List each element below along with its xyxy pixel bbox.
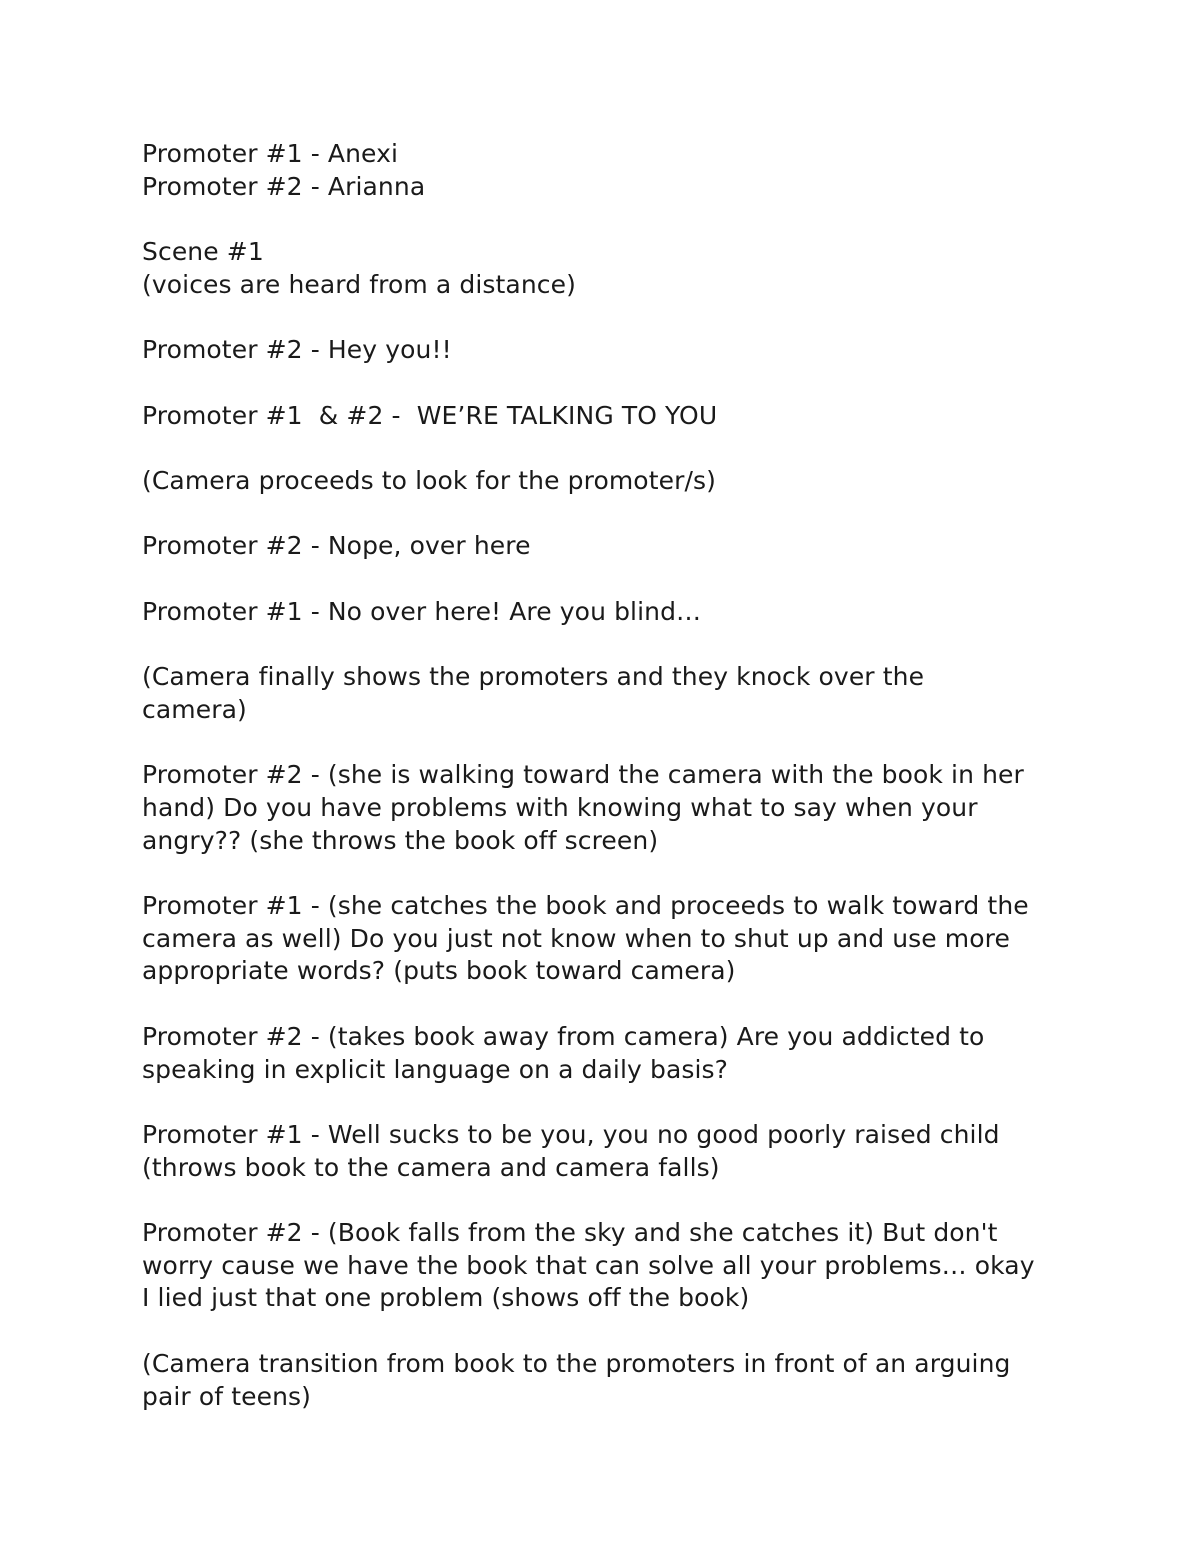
script-line: Promoter #2 - Nope, over here <box>142 531 531 561</box>
script-paragraph <box>142 596 1072 629</box>
script-line: (throws book to the camera and camera falls) <box>142 1152 720 1182</box>
script-line: (Camera finally shows the promoters and they knock over the <box>142 662 925 692</box>
script-paragraph <box>142 1119 1072 1184</box>
script-line: Promoter #2 - (takes book away from camera) Are you addicted to <box>142 1021 985 1051</box>
script-line: angry?? (she throws the book off screen) <box>142 825 659 855</box>
script-paragraph <box>142 465 1072 498</box>
script-text <box>142 138 1072 1413</box>
script-paragraph <box>142 1217 1072 1315</box>
cast-line: Promoter #1 - Anexi <box>142 139 399 168</box>
script-line: (Camera transition from book to the promoters in front of an arguing <box>142 1348 1011 1378</box>
script-line: Promoter #2 - (she is walking toward the camera with the book in her <box>142 760 1024 790</box>
script-paragraph <box>142 759 1072 857</box>
script-line: Promoter #1 - (she catches the book and proceeds to walk toward the <box>142 891 1029 921</box>
script-paragraph <box>142 1348 1072 1413</box>
script-line: (Camera proceeds to look for the promoter/s) <box>142 465 716 495</box>
scene-heading: Scene #1 <box>142 237 264 267</box>
script-line: Promoter #1 & #2 - WE’RE TALKING TO YOU <box>142 400 718 430</box>
scene-direction: (voices are heard from a distance) <box>142 269 576 299</box>
script-line: speaking in explicit language on a daily basis? <box>142 1054 729 1084</box>
script-paragraph <box>142 890 1072 988</box>
script-line: camera as well) Do you just not know when to shut up and use more <box>142 923 1010 953</box>
script-line: Promoter #2 - Hey you!! <box>142 335 452 365</box>
cast-list <box>142 138 1072 203</box>
script-line: hand) Do you have problems with knowing what to say when your <box>142 792 978 822</box>
cast-line: Promoter #2 - Arianna <box>142 171 426 201</box>
script-paragraph <box>142 400 1072 433</box>
scene-header <box>142 236 1072 301</box>
script-line: worry cause we have the book that can solve all your problems… okay <box>142 1250 1035 1280</box>
script-paragraph <box>142 530 1072 563</box>
script-line: camera) <box>142 694 247 724</box>
script-line: I lied just that one problem (shows off the book) <box>142 1283 750 1313</box>
script-line: Promoter #1 - Well sucks to be you, you no good poorly raised child <box>142 1119 1000 1149</box>
script-line: Promoter #1 - No over here! Are you blind… <box>142 596 702 626</box>
script-paragraph <box>142 661 1072 726</box>
script-line: Promoter #2 - (Book falls from the sky and she catches it) But don't <box>142 1218 998 1248</box>
script-line: pair of teens) <box>142 1381 311 1411</box>
script-line: appropriate words? (puts book toward camera) <box>142 956 736 986</box>
script-paragraph <box>142 334 1072 367</box>
script-paragraph <box>142 1021 1072 1086</box>
